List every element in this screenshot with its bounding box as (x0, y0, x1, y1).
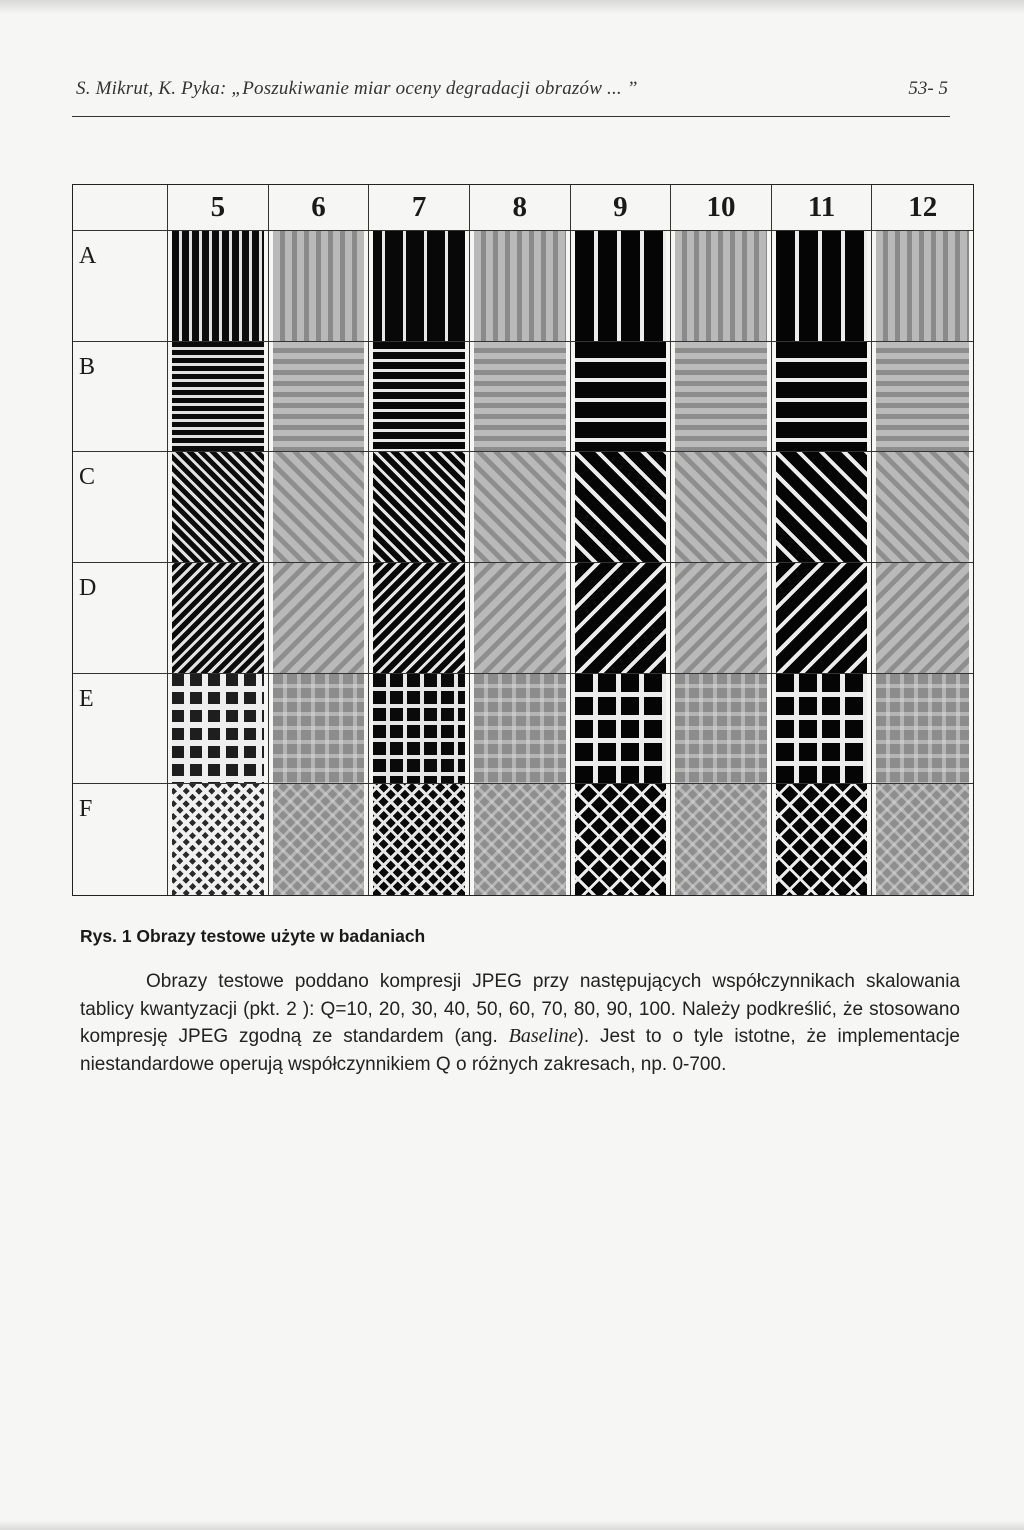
figure-column-label: 7 (369, 185, 470, 231)
figure-image-cell (470, 231, 571, 342)
figure-image-cell (571, 452, 672, 563)
figure-image-cell (269, 342, 370, 453)
figure-row-label: E (73, 674, 168, 785)
body-paragraph-start: Obrazy testowe poddano kompresji JPEG przy następujących współczynnikach skalowania tablicy kwantyzacji (pkt. 2 ): Q=10, 20, 30, 40, 50, 60, 70, 80, 90, 100. Należy podkreślić, że stosowano kompresję JPEG zgodną ze standardem (ang. (80, 971, 960, 1047)
figure-image-cell (571, 563, 672, 674)
figure-image-cell (369, 231, 470, 342)
body-paragraph-end: ). Jest to o tyle istotne, że implementacje niestandardowe operują współczynnikiem Q o różnych zakresach, np. 0-700. (80, 1026, 960, 1075)
figure-image-cell (269, 231, 370, 342)
figure-image-cell (470, 784, 571, 895)
figure-image-cell (772, 231, 873, 342)
figure-row-label: A (73, 231, 168, 342)
test-pattern-e-10 (675, 674, 767, 784)
figure-image-cell (872, 674, 973, 785)
test-pattern-e-12 (876, 674, 969, 784)
test-pattern-e-11 (776, 674, 868, 784)
test-pattern-c-7 (373, 452, 465, 562)
figure-image-cell (168, 674, 269, 785)
figure-image-cell (168, 231, 269, 342)
figure-image-cell (671, 231, 772, 342)
figure-image-cell (872, 563, 973, 674)
body-paragraph (80, 968, 960, 1078)
test-pattern-e-8 (474, 674, 566, 784)
test-pattern-d-12 (876, 563, 969, 673)
figure-image-cell (168, 784, 269, 895)
test-pattern-b-11 (776, 342, 868, 452)
figure-image-cell (269, 674, 370, 785)
test-pattern-c-8 (474, 452, 566, 562)
test-pattern-c-10 (675, 452, 767, 562)
test-images-figure (72, 184, 974, 896)
test-pattern-c-11 (776, 452, 868, 562)
test-pattern-b-8 (474, 342, 566, 452)
test-pattern-c-5 (172, 452, 264, 562)
figure-image-cell (369, 563, 470, 674)
figure-image-cell (872, 231, 973, 342)
figure-image-cell (872, 784, 973, 895)
test-pattern-a-12 (876, 231, 969, 341)
figure-column-label: 8 (470, 185, 571, 231)
running-header-authors-title: S. Mikrut, K. Pyka: „Poszukiwanie miar oceny degradacji obrazów ... ” (76, 78, 638, 99)
figure-image-cell (772, 674, 873, 785)
test-pattern-f-8 (474, 784, 566, 895)
figure-image-cell (671, 784, 772, 895)
figure-image-cell (269, 784, 370, 895)
figure-column-label: 5 (168, 185, 269, 231)
test-pattern-a-10 (675, 231, 767, 341)
test-pattern-a-11 (776, 231, 868, 341)
figure-image-cell (671, 674, 772, 785)
test-pattern-a-9 (575, 231, 667, 341)
figure-image-cell (571, 342, 672, 453)
figure-image-cell (571, 231, 672, 342)
test-pattern-f-11 (776, 784, 868, 895)
test-pattern-b-7 (373, 342, 465, 452)
test-pattern-c-6 (273, 452, 365, 562)
figure-image-cell (168, 452, 269, 563)
test-pattern-b-6 (273, 342, 365, 452)
figure-image-cell (772, 342, 873, 453)
test-pattern-d-6 (273, 563, 365, 673)
test-pattern-a-8 (474, 231, 566, 341)
test-pattern-d-5 (172, 563, 264, 673)
test-pattern-e-7 (373, 674, 465, 784)
test-pattern-b-10 (675, 342, 767, 452)
body-paragraph-term: Baseline (508, 1025, 578, 1047)
test-pattern-d-9 (575, 563, 667, 673)
figure-row-label: F (73, 784, 168, 895)
figure-column-label: 9 (571, 185, 672, 231)
figure-column-label: 11 (772, 185, 873, 231)
test-pattern-f-5 (172, 784, 264, 895)
figure-image-cell (269, 563, 370, 674)
figure-row-label: D (73, 563, 168, 674)
figure-image-cell (470, 563, 571, 674)
scan-edge-top (0, 0, 1024, 14)
test-pattern-c-9 (575, 452, 667, 562)
figure-image-cell (369, 784, 470, 895)
figure-image-cell (772, 563, 873, 674)
figure-image-cell (571, 674, 672, 785)
test-pattern-b-12 (876, 342, 969, 452)
figure-image-cell (872, 342, 973, 453)
test-pattern-b-5 (172, 342, 264, 452)
figure-image-cell (369, 452, 470, 563)
page-number: 53- 5 (908, 78, 948, 99)
test-pattern-e-9 (575, 674, 667, 784)
test-pattern-a-7 (373, 231, 465, 341)
figure-image-cell (571, 784, 672, 895)
figure-image-cell (671, 563, 772, 674)
figure-image-cell (470, 674, 571, 785)
figure-image-cell (369, 342, 470, 453)
test-pattern-c-12 (876, 452, 969, 562)
figure-column-label: 6 (269, 185, 370, 231)
figure-row-label: B (73, 342, 168, 453)
test-pattern-d-7 (373, 563, 465, 673)
figure-image-cell (671, 342, 772, 453)
test-pattern-a-6 (273, 231, 365, 341)
figure-caption: Rys. 1 Obrazy testowe użyte w badaniach (80, 926, 426, 946)
test-pattern-b-9 (575, 342, 667, 452)
figure-image-cell (470, 452, 571, 563)
running-header (72, 76, 950, 117)
test-pattern-d-8 (474, 563, 566, 673)
test-pattern-d-10 (675, 563, 767, 673)
figure-column-label: 10 (671, 185, 772, 231)
test-pattern-f-10 (675, 784, 767, 895)
test-pattern-f-12 (876, 784, 969, 895)
figure-image-cell (671, 452, 772, 563)
figure-image-cell (168, 342, 269, 453)
test-pattern-f-6 (273, 784, 365, 895)
figure-row-label: C (73, 452, 168, 563)
test-pattern-a-5 (172, 231, 264, 341)
body-text (80, 968, 960, 1078)
test-pattern-d-11 (776, 563, 868, 673)
figure-image-cell (872, 452, 973, 563)
scan-edge-bottom (0, 1520, 1024, 1530)
figure-column-label: 12 (872, 185, 973, 231)
figure-image-cell (772, 452, 873, 563)
figure-image-cell (269, 452, 370, 563)
figure-image-cell (369, 674, 470, 785)
figure-corner-cell (73, 185, 168, 231)
figure-image-cell (168, 563, 269, 674)
figure-image-cell (470, 342, 571, 453)
test-pattern-f-7 (373, 784, 465, 895)
figure-image-cell (772, 784, 873, 895)
test-pattern-e-6 (273, 674, 365, 784)
test-pattern-e-5 (172, 674, 264, 784)
test-pattern-f-9 (575, 784, 667, 895)
